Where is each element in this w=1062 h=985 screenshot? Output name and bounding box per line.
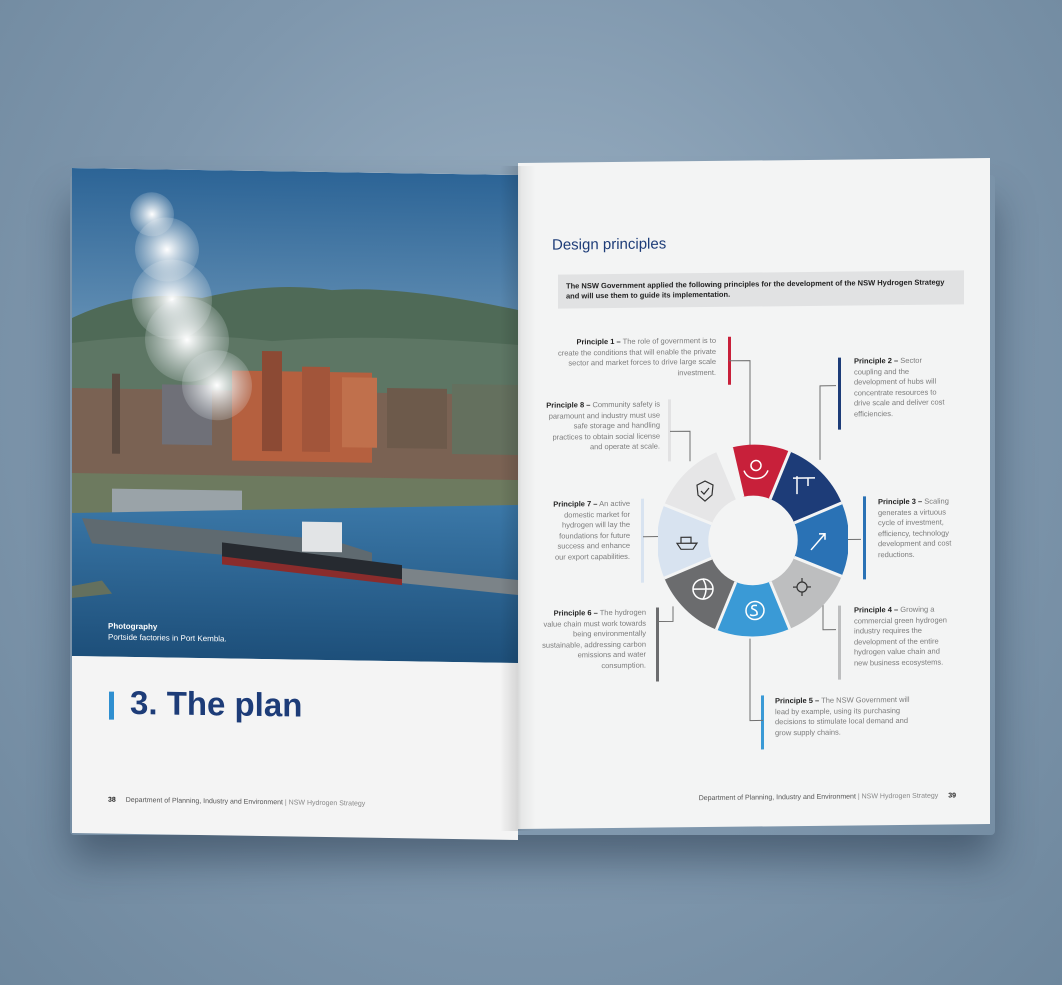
principle-3-label: Principle 3 –	[878, 496, 923, 507]
principle-1-label: Principle 1 –	[576, 336, 621, 347]
design-principles-heading: Design principles	[552, 235, 667, 254]
principle-7-label: Principle 7 –	[553, 499, 598, 509]
principle-4-text: Growing a commercial green hydrogen industry requires the development of the entire hydrogen value chain and new business ecosystems.	[854, 604, 947, 668]
right-page-number: 39	[948, 792, 956, 800]
left-footer-doc: | NSW Hydrogen Strategy	[284, 799, 366, 808]
right-footer-dept: Department of Planning, Industry and Environment	[698, 793, 856, 803]
photo-caption-title: Photography	[108, 621, 158, 632]
section-title-accent-bar	[109, 692, 114, 720]
principle-8-text: Community safety is paramount and industry must use safe storage and handling practices to obtain social license and operate at scale.	[548, 399, 660, 452]
right-page	[518, 158, 990, 829]
principle-5-text: The NSW Government will lead by example, using its purchasing decisions to stimulate local demand and grow supply chains.	[775, 694, 910, 738]
principle-8-label: Principle 8 –	[546, 400, 591, 410]
principle-6-text: The hydrogen value chain must work towards being environmentally sustainable, addressing carbon emissions and water consumption.	[542, 607, 646, 671]
principle-2-text: Sector coupling and the development of hubs will concentrate resources to drive scale and deliver cost efficiencies.	[854, 355, 945, 419]
principle-4-label: Principle 4 –	[854, 605, 899, 615]
principle-7-text: An active domestic market for hydrogen will lay the foundations for future success and enhance our export capabilities.	[554, 498, 630, 562]
principle-2-label: Principle 2 –	[854, 356, 899, 366]
port-photo	[72, 168, 518, 663]
section-title: 3. The plan	[130, 683, 303, 724]
photo-caption	[108, 621, 227, 645]
left-footer-dept: Department of Planning, Industry and Environment	[125, 796, 283, 807]
left-page-number: 38	[108, 796, 116, 804]
principle-5-label: Principle 5 –	[775, 695, 820, 706]
photo-caption-text: Portside factories in Port Kembla.	[108, 632, 227, 644]
principle-6-label: Principle 6 –	[553, 608, 598, 618]
left-page	[72, 168, 518, 840]
right-footer-doc: | NSW Hydrogen Strategy	[857, 792, 939, 801]
principle-3-text: Scaling generates a virtuous cycle of investment, efficiency, technology development and cost reductions.	[878, 496, 952, 560]
principle-1-text: The role of government is to create the conditions that will enable the private sector and market forces to drive large scale investment.	[558, 335, 717, 378]
left-footer	[108, 797, 365, 808]
intro-box: The NSW Government applied the following principles for the development of the NSW Hydrogen Strategy and will use them to guide its implementation.	[558, 270, 964, 308]
principles-ring-diagram	[658, 440, 848, 642]
